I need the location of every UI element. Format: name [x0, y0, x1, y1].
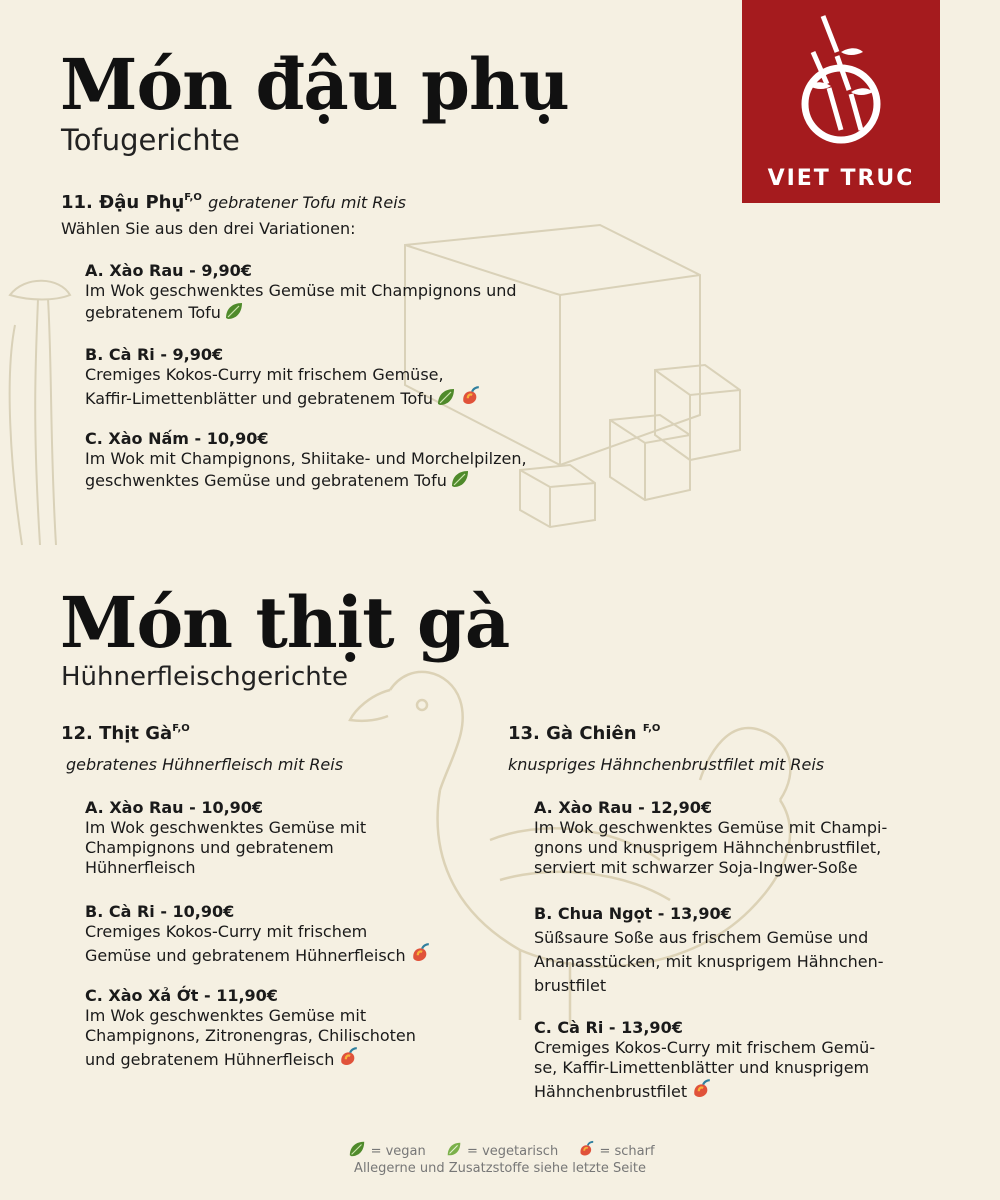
variant-line: se, Kaffir-Limettenblätter und knusprigem [534, 1058, 870, 1077]
variant-title: C. Xào Nấm - 10,90€ [85, 429, 269, 448]
leaf-icon [224, 301, 244, 321]
section-title-tofu: Món đậu phụ [60, 43, 569, 126]
leaf-icon [348, 1140, 366, 1158]
chili-icon [337, 1046, 359, 1068]
section-title-chicken: Món thịt gà [60, 581, 510, 664]
variant-title: B. Chua Ngọt - 13,90€ [534, 904, 732, 923]
dish-11-variant-b [85, 345, 481, 409]
dish-13-variant-b [534, 902, 884, 998]
variant-line: Cremiges Kokos-Curry mit frischem Gemüse, [85, 365, 444, 384]
variant-line: Im Wok geschwenktes Gemüse mit [85, 1006, 367, 1025]
variant-line: Gemüse und gebratenem Hühnerfleisch [85, 946, 406, 965]
chili-icon [459, 385, 481, 407]
variant-title: A. Xào Rau - 12,90€ [534, 798, 713, 817]
dish-13-variant-c [534, 1018, 875, 1102]
variant-line: Champignons, Zitronengras, Chilischoten [85, 1026, 416, 1045]
legend-vegetarian-label: = vegetarisch [467, 1144, 559, 1159]
variant-title: C. Cà Ri - 13,90€ [534, 1018, 683, 1037]
dish-11-allergens: F,O [184, 192, 202, 203]
dish-11-name: 11. Đậu Phụ [61, 192, 185, 213]
leaf-icon [450, 469, 470, 489]
variant-line: Im Wok geschwenktes Gemüse mit Champignons und [85, 281, 517, 300]
variant-title: C. Xào Xả Ớt - 11,90€ [85, 986, 278, 1005]
dish-12-variant-b [85, 902, 431, 966]
variant-line: Cremiges Kokos-Curry mit frischem Gemü- [534, 1038, 876, 1057]
variant-line: Kaffir-Limettenblätter und gebratenem Tofu [85, 389, 434, 408]
variant-line: Cremiges Kokos-Curry mit frischem [85, 922, 368, 941]
variant-line: gebratenem Tofu [85, 303, 221, 322]
variant-line: geschwenktes Gemüse und gebratenem Tofu [85, 471, 447, 490]
variant-line: Süßsaure Soße aus frischem Gemüse und [534, 928, 869, 947]
variant-line: Hähnchenbrustfilet [534, 1082, 688, 1101]
dish-12-allergens: F,O [172, 723, 190, 734]
brand-name: VIET TRUC [767, 166, 915, 191]
variant-line: gnons und knusprigem Hähnchenbrustfilet, [534, 838, 882, 857]
legend-spicy-label: = scharf [599, 1144, 655, 1159]
variant-line: und gebratenem Hühnerfleisch [85, 1050, 335, 1069]
chili-icon [577, 1140, 595, 1158]
dish-11-variant-a [85, 261, 517, 323]
variant-title: B. Cà Ri - 10,90€ [85, 902, 235, 921]
variant-title: B. Cà Ri - 9,90€ [85, 345, 224, 364]
legend-spicy [574, 1144, 654, 1159]
section-subtitle-chicken: Hühnerfleischgerichte [61, 662, 348, 692]
legend [0, 1140, 1000, 1159]
variant-line: serviert mit schwarzer Soja-Ingwer-Soße [534, 858, 858, 877]
bamboo-logo-icon [801, 12, 881, 144]
leaf-icon [445, 1140, 463, 1158]
dish-12-variant-c [85, 986, 416, 1070]
dish-12-name: 12. Thịt Gà [61, 723, 173, 744]
variant-line: brustfilet [534, 976, 607, 995]
variant-line: Ananasstücken, mit knusprigem Hähnchen- [534, 952, 884, 971]
chili-icon [409, 942, 431, 964]
brand-logo [742, 0, 940, 203]
dish-12-variant-a [85, 798, 366, 878]
variant-line: Im Wok geschwenktes Gemüse mit Champi- [534, 818, 888, 837]
chili-icon [690, 1078, 712, 1100]
dish-11-heading [61, 192, 406, 214]
dish-13-allergens: F,O [642, 723, 661, 734]
dish-12-heading [61, 723, 190, 745]
dish-13-variant-a [534, 798, 887, 878]
dish-13-heading [508, 723, 660, 745]
dish-13-name: 13. Gà Chiên [508, 723, 637, 744]
leaf-icon [436, 387, 456, 407]
legend-vegan [345, 1144, 425, 1159]
variant-line: Champignons und gebratenem [85, 838, 334, 857]
variant-title: A. Xào Rau - 10,90€ [85, 798, 264, 817]
variant-title: A. Xào Rau - 9,90€ [85, 261, 252, 280]
allergens-note: Allegerne und Zusatzstoffe siehe letzte Seite [354, 1161, 646, 1176]
dish-11-description: gebratener Tofu mit Reis [208, 193, 406, 212]
variant-line: Im Wok geschwenktes Gemüse mit [85, 818, 367, 837]
variant-line: Hühnerfleisch [85, 858, 196, 877]
legend-vegan-label: = vegan [370, 1144, 426, 1159]
legend-vegetarian [442, 1144, 558, 1159]
dish-12-description: gebratenes Hühnerfleisch mit Reis [66, 755, 344, 774]
dish-13-description: knuspriges Hähnchenbrustfilet mit Reis [508, 755, 825, 774]
dish-11-intro: Wählen Sie aus den drei Variationen: [61, 219, 356, 238]
variant-line: Im Wok mit Champignons, Shiitake- und Morchelpilzen, [85, 449, 527, 468]
section-subtitle-tofu: Tofugerichte [61, 123, 240, 157]
dish-11-variant-c [85, 429, 527, 491]
